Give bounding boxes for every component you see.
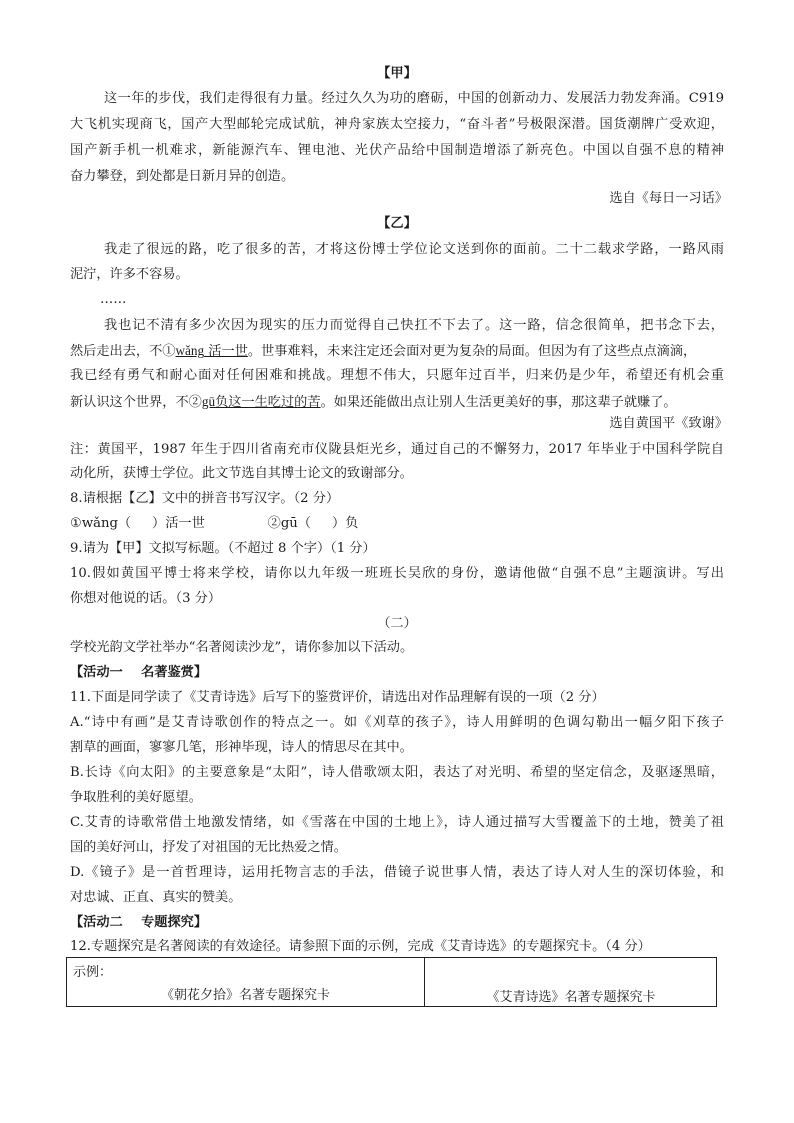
question-8-options: ①wǎng（ ）活一世 ②gū（ ）负 [70,516,359,531]
activity-2-heading: 【活动二 专题探究】 [70,915,208,930]
passage-jia-line: 这一年的步伐，我们走得很有力量。经过久久为功的磨砺，中国的创新动力、发展活力勃发奔涌。C919 [104,91,724,106]
passage-jia-heading: 【甲】 [377,66,417,81]
question-11-option-d: 对忠诚、正直、真实的赞美。 [70,890,242,905]
pinyin-wang: wǎng [175,343,205,358]
passage-jia-line: 奋力攀登，到处都是日新月异的创造。 [70,169,295,184]
question-11-option-b: 争取胜利的美好愿望。 [70,790,202,805]
passage-yi-line-with-pinyin-1: 然后走出去，不①wǎng 活一世。世事难料，未来注定还会面对更为复杂的局面。但因为有了这些点点滴滴， [70,343,697,359]
passage-yi-line: 泥泞，许多不容易。 [70,267,189,282]
question-8-stem: 8.请根据【乙】文中的拼音书写汉字。（2 分） [70,491,340,506]
question-12-stem: 12.专题探究是名著阅读的有效途径。请参照下面的示例，完成《艾青诗选》的专题探究卡。（4 分） [70,939,651,954]
passage-yi-source: 选自黄国平《致谢》 [609,416,728,431]
question-11-option-a: 割草的画面，寥寥几笔，形神毕现，诗人的情思尽在其中。 [70,740,413,755]
passage-yi-line: 我已经有勇气和耐心面对任何困难和挑战。理想不伟大，只愿年过百半，归来仍是少年，希望还有机会重 [70,368,724,383]
question-11-option-c: C.艾青的诗歌常借土地激发情绪，如《雪落在中国的土地上》，诗人通过描写大雪覆盖下的土地，赞美了祖 [70,815,724,830]
question-9-stem: 9.请为【甲】文拟写标题。（不超过 8 个字）（1 分） [70,541,376,556]
passage-yi-line: 我也记不清有多少次因为现实的压力而觉得自己快扛不下去了。这一路，信念很简单，把书念下去， [104,318,724,333]
question-11-option-b: B.长诗《向太阳》的主要意象是“太阳”，诗人借歌颂太阳，表达了对光明、希望的坚定信念，及驱逐黑暗， [70,765,724,780]
passage-jia-source: 选自《每日一习话》 [609,191,728,206]
section-2-intro: 学校光韵文学社举办“名著阅读沙龙”，请你参加以下活动。 [70,640,414,655]
passage-yi-heading: 【乙】 [377,216,417,231]
question-11-option-d: D.《镜子》是一首哲理诗，运用托物言志的手法，借镜子说世事人情，表达了诗人对人生的深切体验，和 [70,865,724,880]
example-card-title: 《朝花夕拾》名著专题探究卡 [160,988,330,1003]
section-2-title: （二） [377,616,417,631]
research-card-table [66,957,717,1007]
question-11-stem: 11.下面是同学读了《艾青诗选》后写下的鉴赏评价，请选出对作品理解有误的一项（2 分） [70,690,605,705]
passage-yi-ellipsis: …… [100,292,127,307]
question-11-option-a: A.“诗中有画”是艾青诗歌创作的特点之一。如《刈草的孩子》，诗人用鲜明的色调勾勒出一幅夕阳下孩子 [70,715,724,730]
question-10-line: 你想对他说的话。（3 分） [70,591,222,606]
example-label: 示例： [73,965,113,980]
activity-1-heading: 【活动一 名著鉴赏】 [70,665,208,680]
note-line: 动化所，获博士学位。此文节选自其博士论文的致谢部分。 [70,466,413,481]
note-line: 注：黄国平，1987 年生于四川省南充市仪陇县炬光乡，通过自己的不懈努力，2017 年毕业于中国科学院自 [70,442,724,457]
passage-yi-line-with-pinyin-2: 新认识这个世界，不②gū负这一生吃过的苦。如果还能做出点让别人生活更美好的事，那这辈子就赚了。 [70,394,677,410]
passage-yi-line: 我走了很远的路，吃了很多的苦，才将这份博士学位论文送到你的面前。二十二载求学路，一路风雨 [104,242,724,257]
question-10-line: 10.假如黄国平博士将来学校，请你以九年级一班班长吴欣的身份，邀请他做“自强不息”主题演讲。写出 [70,566,724,581]
question-11-option-c: 国的美好河山，抒发了对祖国的无比热爱之情。 [70,840,347,855]
passage-jia-line: 大飞机实现商飞，国产大型邮轮完成试航，神舟家族太空接力，“奋斗者”号极限深潜。国货潮牌广受欢迎， [70,117,724,132]
answer-card-title: 《艾青诗选》名著专题探究卡 [486,990,656,1005]
pinyin-gu: gū [201,394,216,409]
passage-jia-line: 国产新手机一机难求，新能源汽车、锂电池、光伏产品给中国制造增添了新亮色。中国以自强不息的精神 [70,143,724,158]
